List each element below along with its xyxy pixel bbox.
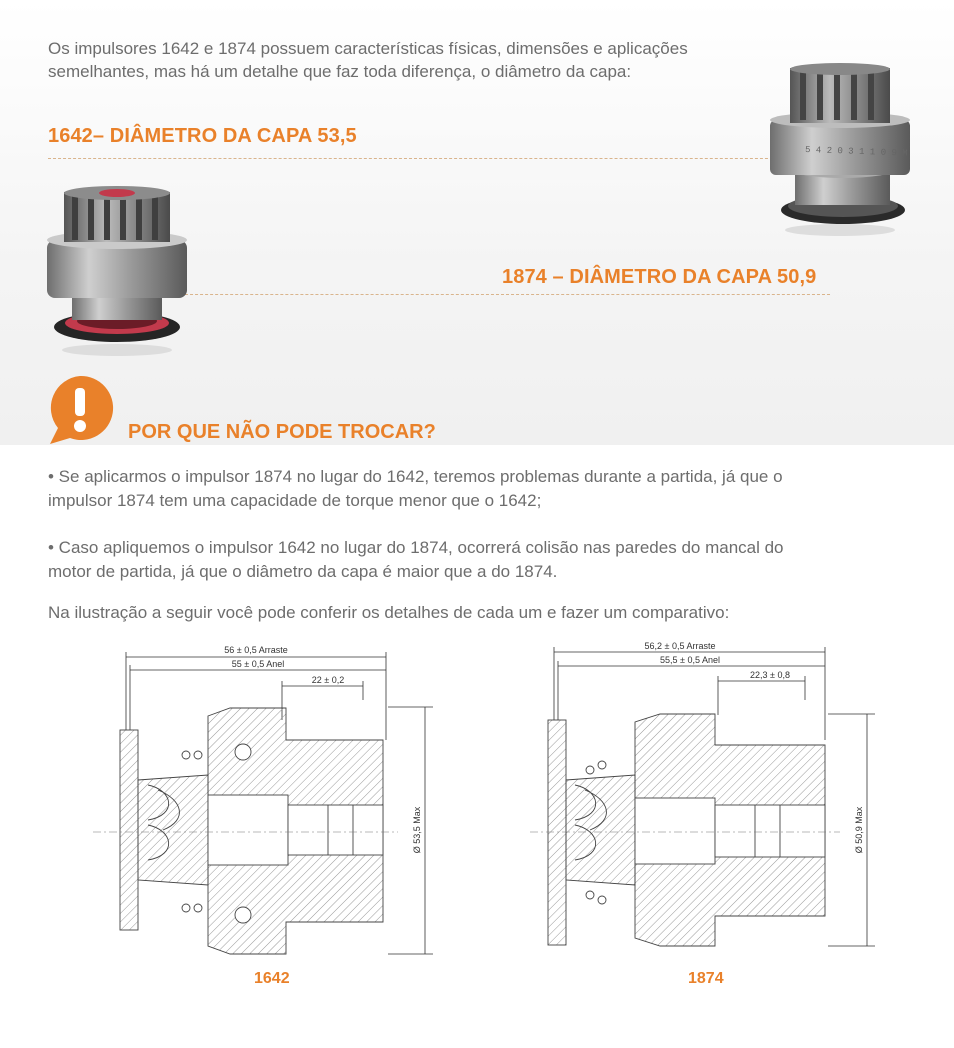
- paragraph-3-line: Na ilustração a seguir você pode conferir os detalhes de cada um e fazer um comparativo:: [48, 603, 730, 622]
- dim-1874-length: 22,3 ± 0,8: [750, 670, 790, 680]
- paragraph-1-line-1: • Se aplicarmos o impulsor 1874 no lugar do 1642, teremos problemas durante a partida, já que o: [48, 467, 783, 486]
- dim-1874-anel: 55,5 ± 0,5 Anel: [660, 655, 720, 665]
- dim-1642-arraste: 56 ± 0,5 Arraste: [224, 645, 288, 655]
- dim-1642-diameter: Ø 53,5 Max: [412, 806, 422, 854]
- technical-drawing-1874: [530, 640, 900, 970]
- intro-line-2: semelhantes, mas há um detalhe que faz toda diferença, o diâmetro da capa:: [48, 62, 632, 81]
- spec-1642-divider: [48, 158, 788, 159]
- product-photo-1874: [765, 60, 915, 240]
- dim-1874-diameter: Ø 50,9 Max: [854, 806, 864, 854]
- product-photo-1642: [42, 182, 192, 360]
- paragraph-2-line-2: motor de partida, já que o diâmetro da capa é maior que a do 1874.: [48, 562, 558, 581]
- paragraph-3: [48, 601, 908, 625]
- paragraph-1-line-2: impulsor 1874 tem uma capacidade de torque menor que o 1642;: [48, 491, 542, 510]
- caption-1642: 1642: [254, 970, 290, 987]
- caption-1874: 1874: [688, 970, 724, 987]
- exclamation-speech-icon: [44, 374, 116, 446]
- spec-1642-heading: 1642– DIÂMETRO DA CAPA 53,5: [48, 125, 357, 147]
- intro-text: [48, 37, 768, 83]
- spec-1874-heading: 1874 – DIÂMETRO DA CAPA 50,9: [502, 266, 817, 288]
- paragraph-2-line-1: • Caso apliquemos o impulsor 1642 no lugar do 1874, ocorrerá colisão nas paredes do mancal do: [48, 538, 784, 557]
- paragraph-2: [48, 536, 908, 584]
- spec-1874-divider: [180, 294, 830, 295]
- dim-1642-anel: 55 ± 0,5 Anel: [231, 659, 285, 669]
- paragraph-1: [48, 465, 908, 513]
- dim-1874-arraste: 56,2 ± 0,5 Arraste: [644, 641, 716, 651]
- intro-line-1: Os impulsores 1642 e 1874 possuem características físicas, dimensões e aplicações: [48, 39, 688, 58]
- technical-drawing-1642: [88, 640, 448, 970]
- warning-title: POR QUE NÃO PODE TROCAR?: [128, 421, 436, 443]
- dim-1642-length: 22 ± 0,2: [311, 675, 345, 685]
- svg-text:5 4 2 0 3 1 1 0 9 M: 5 4 2 0 3 1 1 0 9 M: [804, 145, 908, 159]
